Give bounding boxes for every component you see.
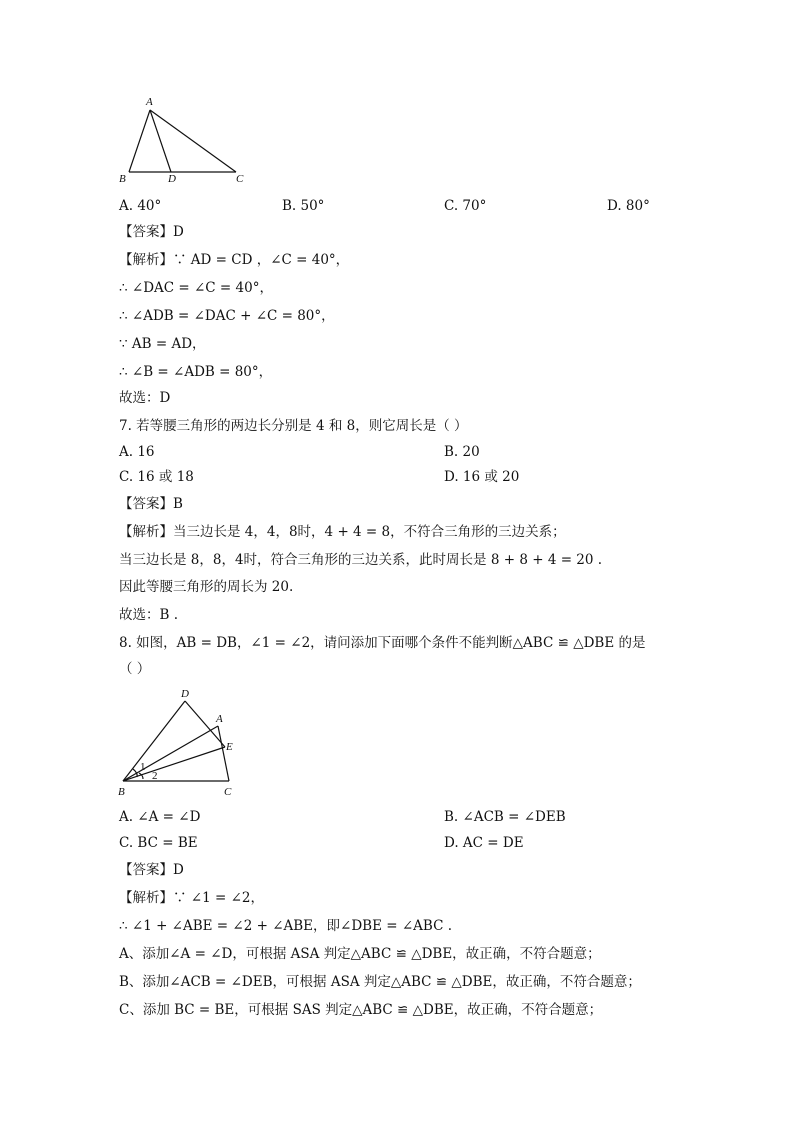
q6-solution-line-3: ∴ ∠ADB = ∠DAC + ∠C = 80°， xyxy=(119,308,335,324)
q7-solution-line-4: 故选：B . xyxy=(119,607,179,623)
q7-option-b: B. 20 xyxy=(444,444,480,460)
q6-solution-line-1: 【解析】∵ AD = CD ，∠C = 40°， xyxy=(119,252,350,268)
q6-option-c: C. 70° xyxy=(444,198,487,214)
q8-answer: 【答案】D xyxy=(119,862,184,878)
q8-option-c: C. BC = BE xyxy=(119,835,198,851)
q8-solution-line-4: B、添加∠ACB = ∠DEB，可根据 ASA 判定△ABC ≌ △DBE，故正确，不符合题意； xyxy=(119,974,641,990)
q7-answer: 【答案】B xyxy=(119,496,183,512)
q8-option-d: D. AC = DE xyxy=(444,835,524,851)
q6-solution-line-6: 故选：D xyxy=(119,390,171,406)
q8-option-a: A. ∠A = ∠D xyxy=(119,809,201,825)
q7-option-c: C. 16 或 18 xyxy=(119,469,194,485)
q7-option-d: D. 16 或 20 xyxy=(444,469,520,485)
vertex-a-label: A xyxy=(146,96,153,108)
q7-solution-line-1: 【解析】当三边长是 4，4，8时，4 + 4 = 8，不符合三角形的三边关系； xyxy=(119,524,566,540)
q8-option-b: B. ∠ACB = ∠DEB xyxy=(444,809,566,825)
vertex-b-label: B xyxy=(119,173,126,185)
vertex-d-label: D xyxy=(181,688,189,700)
q8-solution-line-5: C、添加 BC = BE，可根据 SAS 判定△ABC ≌ △DBE，故正确，不符合题意； xyxy=(119,1002,603,1018)
q7-solution-line-2: 当三边长是 8，8，4时，符合三角形的三边关系，此时周长是 8 + 8 + 4 = 20 . xyxy=(119,552,603,568)
vertex-c-label: C xyxy=(236,173,244,185)
vertex-a-label: A xyxy=(216,713,223,725)
triangles-dbe-abc-figure xyxy=(112,682,252,800)
angle-2-label: 2 xyxy=(152,770,158,782)
q8-solution-line-3: A、添加∠A = ∠D，可根据 ASA 判定△ABC ≌ △DBE，故正确，不符合题意； xyxy=(119,946,601,962)
q8-solution-line-1: 【解析】∵ ∠1 = ∠2， xyxy=(119,890,264,906)
vertex-e-label: E xyxy=(226,741,233,753)
q6-solution-line-5: ∴ ∠B = ∠ADB = 80°， xyxy=(119,364,273,380)
q8-stem-line-2: （ ） xyxy=(119,661,151,677)
vertex-c-label: C xyxy=(224,786,232,798)
q6-solution-line-4: ∵ AB = AD， xyxy=(119,336,206,352)
q7-option-a: A. 16 xyxy=(119,444,155,460)
q6-option-d: D. 80° xyxy=(607,198,650,214)
q6-solution-line-2: ∴ ∠DAC = ∠C = 40°， xyxy=(119,280,273,296)
q7-solution-line-3: 因此等腰三角形的周长为 20. xyxy=(119,579,294,595)
triangle-abd-figure xyxy=(112,90,252,190)
angle-1-label: 1 xyxy=(140,761,146,773)
q7-stem: 7. 若等腰三角形的两边长分别是 4 和 8，则它周长是（ ） xyxy=(119,418,468,434)
q6-option-a: A. 40° xyxy=(119,198,162,214)
vertex-d-label: D xyxy=(168,173,176,185)
q8-stem-line-1: 8. 如图，AB = DB，∠1 = ∠2，请问添加下面哪个条件不能判断△ABC ≌ △DBE 的是 xyxy=(119,635,646,651)
q6-option-b: B. 50° xyxy=(282,198,325,214)
vertex-b-label: B xyxy=(118,786,125,798)
q6-answer: 【答案】D xyxy=(119,224,184,240)
q8-solution-line-2: ∴ ∠1 + ∠ABE = ∠2 + ∠ABE，即∠DBE = ∠ABC . xyxy=(119,918,452,934)
